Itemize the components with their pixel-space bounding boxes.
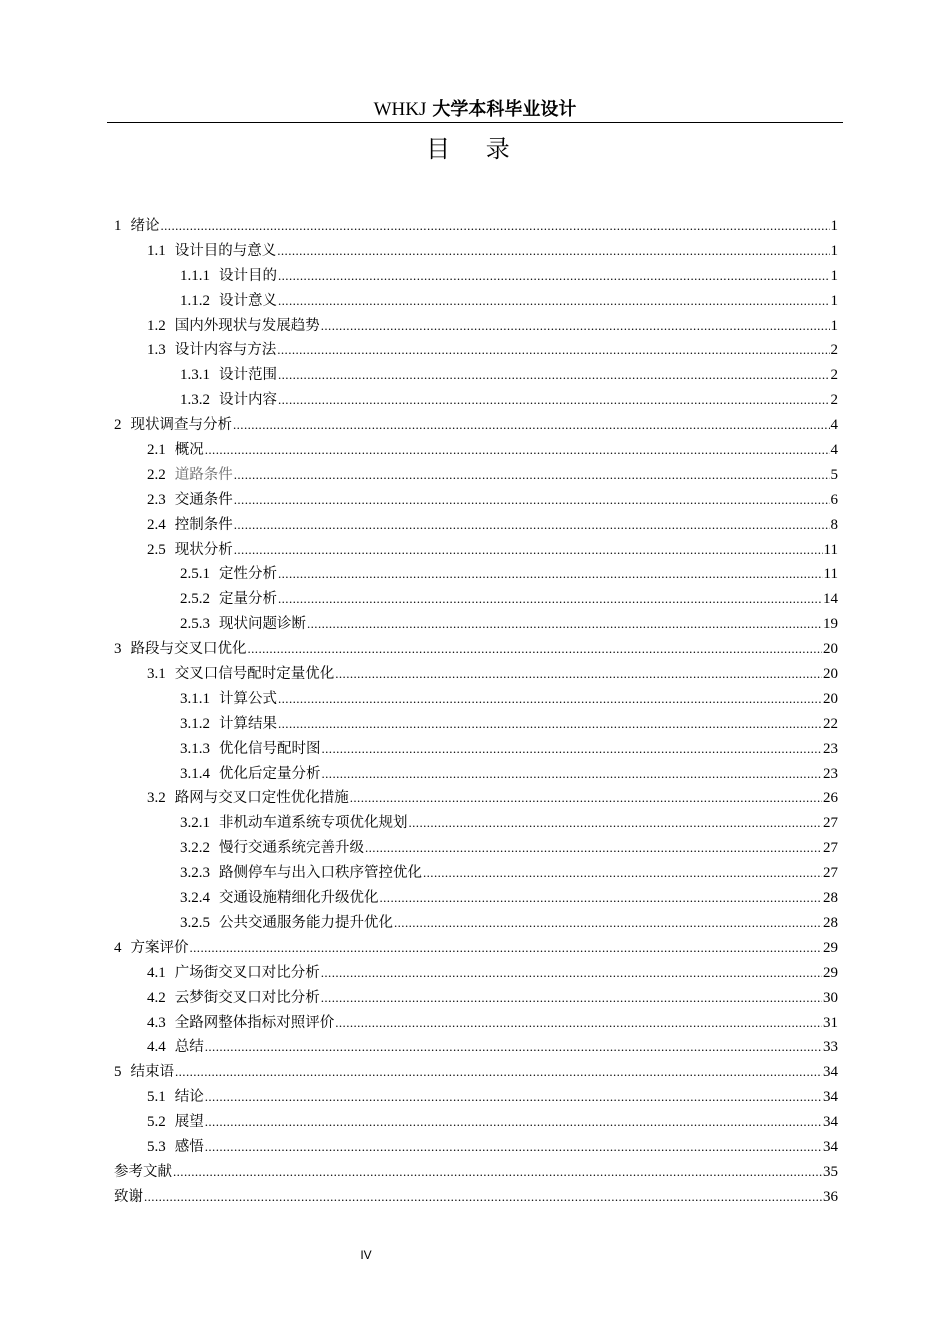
toc-leader-dots [321,986,822,1011]
toc-entry[interactable] [114,338,838,363]
toc-leader-dots [205,1135,822,1160]
toc-entry-number: 2.5.3 [180,616,210,633]
toc-entry-number: 5 [114,1064,122,1081]
toc-entry-number: 1.2 [147,317,166,334]
toc-entry[interactable] [114,1185,838,1210]
toc-entry-title: 结论 [174,1089,204,1106]
toc-entry[interactable] [114,363,838,388]
toc-entry[interactable] [114,662,838,687]
toc-entry-number: 1.3.1 [180,367,210,384]
toc-entry[interactable] [114,214,838,239]
toc-entry[interactable] [114,811,838,836]
toc-entry[interactable] [114,936,838,961]
toc-entry-title: 优化信号配时图 [219,740,321,757]
toc-entry-number: 4.4 [147,1039,166,1056]
toc-leader-dots [234,463,830,488]
toc-entry-page: 34 [823,1089,838,1106]
toc-leader-dots [278,712,822,737]
toc-entry[interactable] [114,836,838,861]
toc-entry-page: 34 [823,1064,838,1081]
toc-leader-dots [175,1060,822,1085]
toc-leader-dots [335,1011,822,1036]
toc-entry-page: 27 [823,865,838,882]
toc-entry-number: 2 [114,417,122,434]
toc-entry-number: 1.3.2 [180,392,210,409]
toc-entry-title: 绪论 [130,218,160,234]
toc-leader-dots [321,961,822,986]
toc-entry-number: 3.2.4 [180,890,210,907]
toc-entry-page: 11 [823,541,838,558]
toc-entry[interactable] [114,886,838,911]
toc-entry-title: 现状分析 [174,541,233,558]
toc-leader-dots [278,587,822,612]
toc-entry[interactable] [114,1085,838,1110]
toc-leader-dots [278,264,830,289]
toc-entry-title: 总结 [174,1039,204,1056]
toc-entry-title: 路网与交叉口定性优化措施 [174,790,349,807]
toc-entry-page: 1 [830,242,838,259]
toc-entry-title: 现状问题诊断 [219,616,306,633]
toc-entry-page: 8 [830,516,838,533]
toc-entry[interactable] [114,289,838,314]
toc-entry-page: 1 [830,292,838,309]
toc-leader-dots [350,786,822,811]
toc-entry-page: 2 [830,392,838,409]
toc-entry-page: 27 [823,840,838,857]
toc-entry-page: 34 [823,1114,838,1131]
toc-entry-number: 5.3 [147,1138,166,1155]
toc-entry-number: 3.2.1 [180,815,210,832]
toc-entry[interactable] [114,488,838,513]
toc-entry-title: 非机动车道系统专项优化规划 [219,815,408,832]
toc-entry-title: 交叉口信号配时定量优化 [174,666,335,683]
toc-entry-title: 设计目的 [219,267,277,284]
toc-entry-title: 计算公式 [219,690,277,707]
toc-entry-title: 慢行交通系统完善升级 [219,840,364,857]
toc-entry-title: 国内外现状与发展趋势 [174,317,320,334]
toc-entry-title: 设计范围 [219,367,277,384]
toc-entry-number: 4.2 [147,989,166,1006]
toc-entry-number: 2.1 [147,442,166,459]
toc-entry[interactable] [114,1011,838,1036]
toc-leader-dots [277,338,829,363]
toc-entry-title: 公共交通服务能力提升优化 [219,914,393,931]
toc-entry-title: 计算结果 [219,715,277,732]
toc-entry[interactable] [114,538,838,563]
toc-entry-number: 1.1.2 [180,292,210,309]
toc-leader-dots [307,612,822,637]
toc-entry[interactable] [114,587,838,612]
toc-entry-page: 22 [823,715,838,732]
toc-entry-title: 展望 [174,1114,204,1131]
toc-entry[interactable] [114,961,838,986]
toc-entry[interactable] [114,1110,838,1135]
toc-entry-page: 2 [830,367,838,384]
toc-entry-number: 4 [114,939,122,956]
toc-entry[interactable] [114,712,838,737]
toc-entry[interactable] [114,786,838,811]
toc-entry-number: 3 [114,641,122,658]
toc-entry[interactable] [114,911,838,936]
toc-entry-title: 控制条件 [174,516,233,533]
toc-entry-title: 道路条件 [174,466,233,483]
toc-entry-page: 19 [823,616,838,633]
toc-entry-number: 1.3 [147,342,166,359]
toc-entry-page: 23 [823,740,838,757]
toc-leader-dots [190,936,823,961]
table-of-contents [114,214,838,1210]
toc-entry-title: 交通条件 [174,491,233,508]
toc-entry-title: 现状调查与分析 [130,417,232,434]
toc-leader-dots [248,637,823,662]
toc-entry-number: 5.2 [147,1114,166,1131]
toc-entry-page: 1 [830,218,838,234]
toc-leader-dots [205,1110,822,1135]
toc-entry-number: 3.1 [147,666,166,683]
toc-entry-number: 2.2 [147,466,166,483]
toc-entry-page: 11 [823,566,838,583]
toc-entry-title: 设计内容 [219,392,277,409]
toc-entry-number: 2.4 [147,516,166,533]
toc-title: 目 录 [426,135,524,163]
toc-leader-dots [365,836,822,861]
toc-entry[interactable] [114,438,838,463]
toc-entry-number: 3.2.2 [180,840,210,857]
toc-leader-dots [278,687,822,712]
toc-entry[interactable] [114,1160,838,1185]
toc-entry-page: 2 [830,342,838,359]
page-header [107,98,843,123]
toc-entry-page: 28 [823,890,838,907]
toc-leader-dots [278,388,830,413]
toc-entry[interactable] [114,986,838,1011]
toc-leader-dots [278,562,823,587]
toc-entry[interactable] [114,264,838,289]
toc-entry-title: 参考文献 [114,1163,172,1180]
toc-leader-dots [205,1035,822,1060]
toc-entry-page: 26 [823,790,838,807]
toc-entry[interactable] [114,1060,838,1085]
toc-leader-dots [173,1160,822,1185]
toc-entry-page: 29 [823,964,838,981]
toc-leader-dots [234,488,830,513]
toc-entry-page: 5 [830,466,838,483]
toc-entry-number: 3.2 [147,790,166,807]
header-title: 大学本科毕业设计 [432,99,577,120]
toc-entry-page: 20 [823,690,838,707]
toc-entry-title: 定量分析 [219,591,277,608]
toc-leader-dots [278,363,830,388]
toc-entry[interactable] [114,612,838,637]
toc-leader-dots [144,1185,822,1210]
toc-entry-number: 3.2.3 [180,865,210,882]
toc-leader-dots [277,239,829,264]
toc-entry-title: 交通设施精细化升级优化 [219,890,379,907]
toc-entry-number: 3.1.4 [180,765,210,782]
toc-entry-number: 1.1 [147,242,166,259]
toc-entry-number: 2.5 [147,541,166,558]
toc-leader-dots [394,911,822,936]
toc-entry[interactable] [114,388,838,413]
toc-entry-page: 34 [823,1138,838,1155]
toc-entry-title: 云梦街交叉口对比分析 [174,989,320,1006]
toc-entry-title: 广场街交叉口对比分析 [174,964,320,981]
toc-entry-page: 31 [823,1014,838,1031]
toc-entry-title: 设计意义 [219,292,277,309]
toc-entry[interactable] [114,1135,838,1160]
toc-entry-title: 感悟 [174,1138,204,1155]
toc-entry-title: 路段与交叉口优化 [130,641,247,658]
toc-entry-title: 设计目的与意义 [174,242,277,259]
header-latin: WHKJ [373,99,427,120]
toc-entry[interactable] [114,687,838,712]
toc-entry-page: 36 [823,1188,838,1205]
toc-leader-dots [205,438,830,463]
toc-entry-number: 3.1.3 [180,740,210,757]
toc-entry-page: 6 [830,491,838,508]
toc-entry-number: 3.1.2 [180,715,210,732]
toc-entry-number: 2.5.2 [180,591,210,608]
toc-entry-title: 方案评价 [130,939,189,956]
toc-entry-number: 2.5.1 [180,566,210,583]
toc-entry-title: 全路网整体指标对照评价 [174,1014,335,1031]
toc-leader-dots [380,886,823,911]
toc-leader-dots [234,513,830,538]
toc-leader-dots [278,289,830,314]
toc-leader-dots [335,662,822,687]
toc-leader-dots [322,762,823,787]
toc-entry-number: 1.1.1 [180,267,210,284]
toc-entry-page: 27 [823,815,838,832]
toc-entry[interactable] [114,637,838,662]
toc-entry-title: 设计内容与方法 [174,342,277,359]
toc-leader-dots [423,861,822,886]
toc-entry-page: 4 [830,417,838,434]
toc-entry-number: 4.3 [147,1014,166,1031]
toc-entry-number: 3.1.1 [180,690,210,707]
toc-leader-dots [321,314,830,339]
toc-entry-page: 20 [823,641,838,658]
toc-entry-number: 5.1 [147,1089,166,1106]
toc-entry-page: 23 [823,765,838,782]
toc-entry-title: 定性分析 [219,566,277,583]
toc-leader-dots [409,811,823,836]
toc-entry-page: 35 [823,1163,838,1180]
toc-entry[interactable] [114,762,838,787]
toc-entry[interactable] [114,562,838,587]
toc-entry-page: 1 [830,317,838,334]
toc-entry-page: 33 [823,1039,838,1056]
toc-entry[interactable] [114,413,838,438]
toc-entry-number: 3.2.5 [180,914,210,931]
toc-entry[interactable] [114,513,838,538]
toc-entry-title: 致谢 [114,1188,143,1205]
toc-leader-dots [161,214,830,239]
toc-entry-number: 1 [114,218,122,234]
toc-leader-dots [205,1085,822,1110]
toc-entry[interactable] [114,1035,838,1060]
toc-entry-page: 20 [823,666,838,683]
toc-entry[interactable] [114,314,838,339]
toc-entry[interactable] [114,463,838,488]
toc-entry-title: 优化后定量分析 [219,765,321,782]
toc-entry-page: 30 [823,989,838,1006]
toc-entry-page: 1 [830,267,838,284]
toc-entry[interactable] [114,861,838,886]
toc-entry-page: 14 [823,591,838,608]
toc-entry-title: 概况 [174,442,204,459]
page-number: IV [360,1248,372,1262]
toc-entry-page: 29 [823,939,838,956]
toc-entry-page: 28 [823,914,838,931]
toc-entry-page: 4 [830,442,838,459]
toc-leader-dots [233,413,830,438]
toc-entry[interactable] [114,737,838,762]
toc-entry[interactable] [114,239,838,264]
toc-entry-title: 结束语 [130,1064,174,1081]
toc-leader-dots [234,538,823,563]
toc-entry-title: 路侧停车与出入口秩序管控优化 [219,865,422,882]
toc-leader-dots [322,737,823,762]
toc-entry-number: 2.3 [147,491,166,508]
toc-entry-number: 4.1 [147,964,166,981]
